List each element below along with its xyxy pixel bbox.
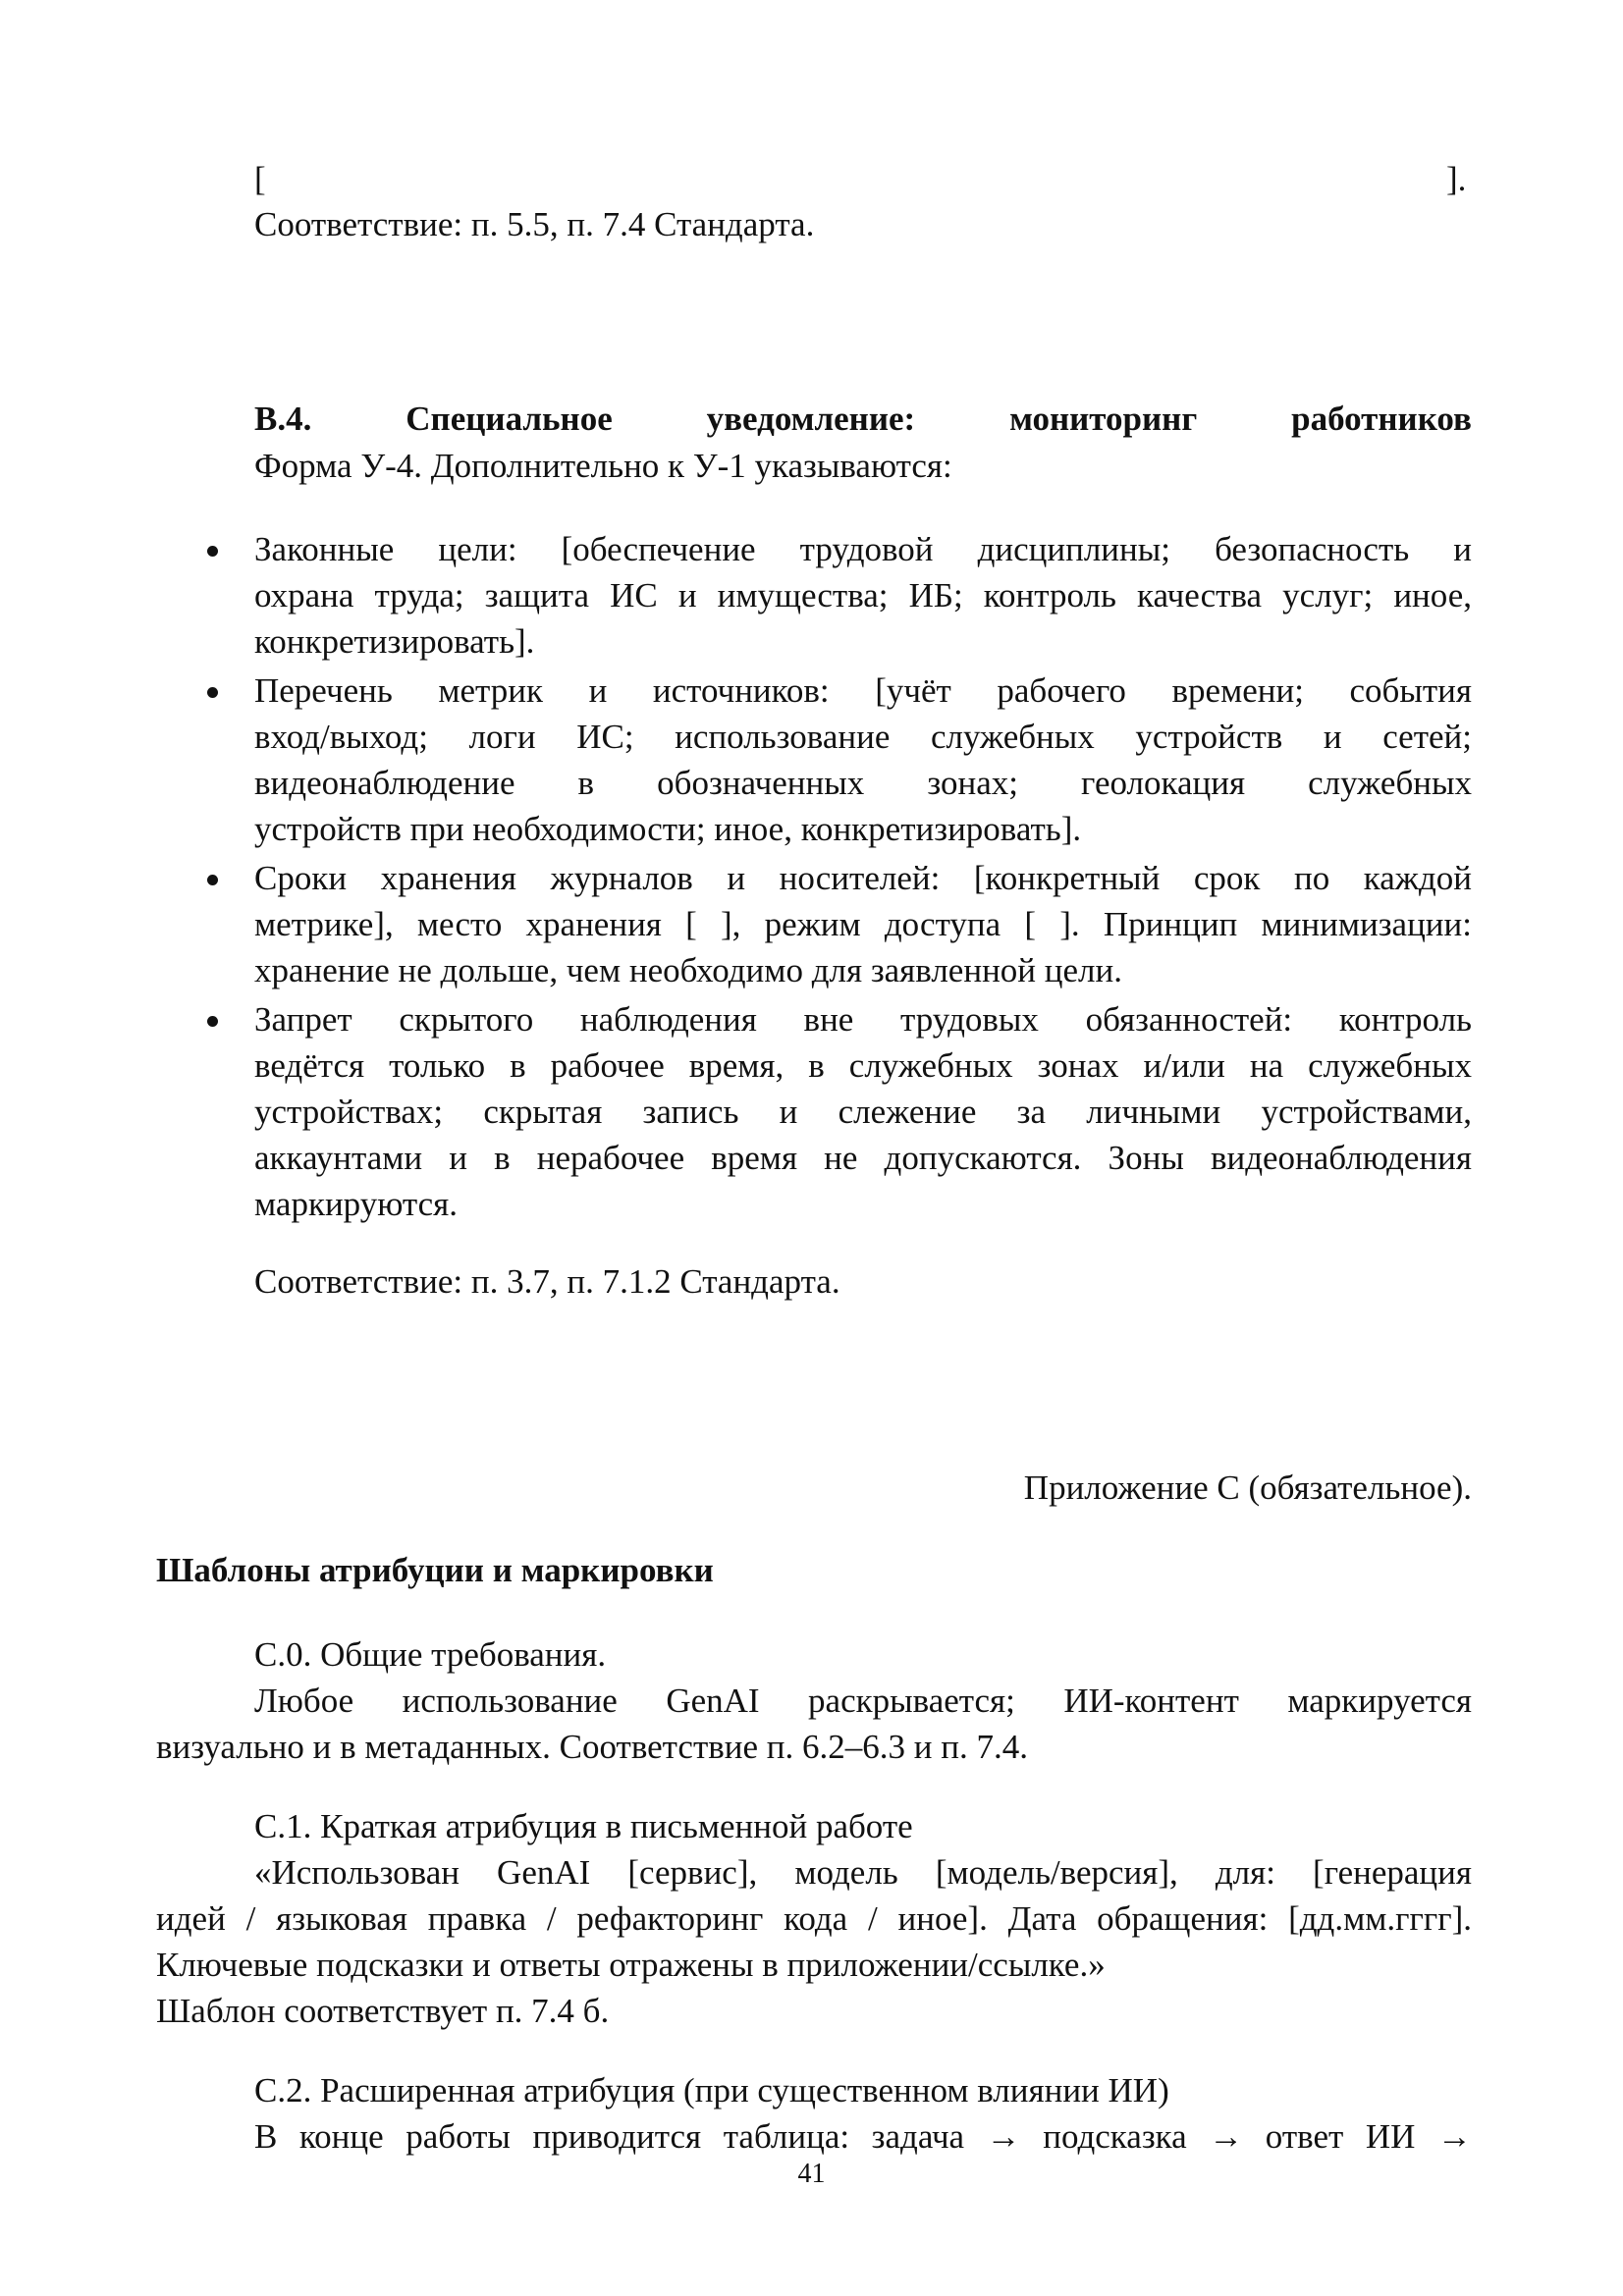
list-item-line: Перечень метрик и источников: [учёт рабочего времени; события	[254, 671, 1472, 710]
list-item-line: хранение не дольше, чем необходимо для заявленной цели.	[254, 951, 1122, 989]
heading-word: уведомление:	[706, 400, 916, 438]
list-item-line: видеонаблюдение в обозначенных зонах; геолокация служебных	[254, 764, 1472, 802]
page-number: 41	[797, 2159, 826, 2189]
list-item-line: вход/выход; логи ИС; использование служебных устройств и сетей;	[254, 718, 1472, 756]
compliance-note-top: Соответствие: п. 5.5, п. 7.4 Стандарта.	[254, 205, 815, 243]
bullet-icon	[207, 546, 218, 557]
paragraph-line: «Использован GenAI [сервис], модель [модель/версия], для: [генерация	[254, 1853, 1472, 1892]
list-item-line: охрана труда; защита ИС и имущества; ИБ; контроль качества услуг; иное,	[254, 576, 1472, 614]
list-item-line: аккаунтами и в нерабочее время не допускаются. Зоны видеонаблюдения	[254, 1139, 1472, 1177]
list-item-line: ведётся только в рабочее время, в служебных зонах и/или на служебных	[254, 1046, 1472, 1085]
appendix-title: Шаблоны атрибуции и маркировки	[156, 1551, 714, 1589]
template-note-c1: Шаблон соответствует п. 7.4 б.	[156, 1992, 610, 2030]
bullet-icon	[207, 875, 218, 885]
list-item-line: устройств при необходимости; иное, конкретизировать].	[254, 810, 1082, 848]
section-heading-b4	[254, 397, 1472, 442]
bullet-icon	[207, 1016, 218, 1027]
paragraph-line: В конце работы приводится таблица: задача → подсказка → ответ ИИ →	[254, 2117, 1472, 2156]
subsection-heading-c2: С.2. Расширенная атрибуция (при существенном влиянии ИИ)	[254, 2071, 1169, 2109]
bullet-icon	[207, 687, 218, 698]
list-item-line: Сроки хранения журналов и носителей: [конкретный срок по каждой	[254, 859, 1472, 897]
list-item-line: метрике], место хранения [ ], режим доступа [ ]. Принцип минимизации:	[254, 905, 1472, 943]
appendix-label: Приложение С (обязательное).	[1023, 1468, 1472, 1507]
paragraph-line: идей / языковая правка / рефакторинг кода / иное]. Дата обращения: [дд.мм.гггг].	[156, 1899, 1472, 1938]
list-item-line: Запрет скрытого наблюдения вне трудовых обязанностей: контроль	[254, 1000, 1472, 1039]
placeholder-bracket-close: ].	[1446, 160, 1467, 198]
subsection-heading-c0: С.0. Общие требования.	[254, 1635, 607, 1674]
heading-word: В.4.	[254, 400, 312, 438]
paragraph-line: Ключевые подсказки и ответы отражены в приложении/ссылке.»	[156, 1946, 1106, 1984]
paragraph-line: Любое использование GenAI раскрывается; ИИ-контент маркируется	[254, 1682, 1472, 1720]
heading-word: Специальное	[406, 400, 613, 438]
compliance-note-b4: Соответствие: п. 3.7, п. 7.1.2 Стандарта.	[254, 1262, 840, 1301]
subsection-heading-c1: С.1. Краткая атрибуция в письменной работе	[254, 1807, 913, 1845]
heading-word: работников	[1291, 400, 1472, 438]
list-item-line: устройствах; скрытая запись и слежение за личными устройствами,	[254, 1093, 1472, 1131]
list-item-line: конкретизировать].	[254, 622, 535, 661]
list-item-line: Законные цели: [обеспечение трудовой дисциплины; безопасность и	[254, 530, 1472, 568]
section-intro-b4: Форма У-4. Дополнительно к У-1 указываются:	[254, 447, 952, 485]
heading-word: мониторинг	[1009, 400, 1198, 438]
placeholder-bracket-open: [	[254, 160, 266, 198]
paragraph-line: визуально и в метаданных. Соответствие п. 6.2–6.3 и п. 7.4.	[156, 1728, 1028, 1766]
list-item-line: маркируются.	[254, 1185, 459, 1223]
